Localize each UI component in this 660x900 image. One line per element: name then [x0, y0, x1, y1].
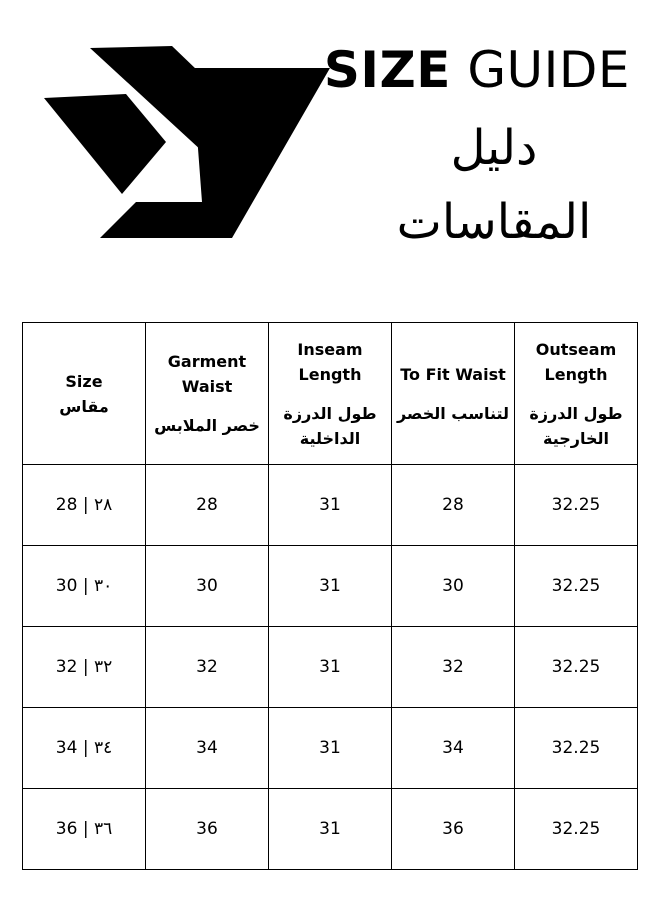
garment-waist-cell: 34: [146, 708, 269, 789]
fit-waist-cell: 28: [392, 465, 515, 546]
inseam-cell: 31: [269, 708, 392, 789]
outseam-cell: 32.25: [515, 708, 638, 789]
title-regular: GUIDE: [467, 41, 630, 99]
table-row: [23, 789, 638, 870]
col-header-inseam-length: [269, 323, 392, 465]
size-separator: |: [82, 819, 89, 839]
inseam-cell: 31: [269, 546, 392, 627]
size-cell: [23, 708, 146, 789]
size-value-en: 28: [55, 495, 78, 515]
col-header-size: [23, 323, 146, 465]
col-header-outseam-length: [515, 323, 638, 465]
garment-waist-cell: 36: [146, 789, 269, 870]
inseam-cell: 31: [269, 627, 392, 708]
fit-waist-cell: 34: [392, 708, 515, 789]
size-separator: |: [82, 657, 89, 677]
col-header-label-en: Garment Waist: [167, 352, 247, 396]
size-value-en: 36: [55, 819, 78, 839]
size-value-ar: ٣٠: [93, 576, 113, 596]
arabic-title-line-2: المقاسات: [396, 194, 592, 250]
size-value-ar: ٣٤: [93, 738, 113, 758]
table-header-row: [23, 323, 638, 465]
size-value-ar: ٣٦: [93, 819, 113, 839]
col-header-garment-waist: [146, 323, 269, 465]
size-value-en: 32: [55, 657, 78, 677]
outseam-cell: 32.25: [515, 789, 638, 870]
arabic-title-line-1: دليل: [450, 120, 538, 176]
page-title: [324, 38, 630, 102]
size-cell: [23, 789, 146, 870]
size-separator: |: [82, 738, 89, 758]
size-cell: [23, 465, 146, 546]
garment-waist-cell: 30: [146, 546, 269, 627]
fit-waist-cell: 36: [392, 789, 515, 870]
col-header-fit-waist: [392, 323, 515, 465]
size-value-ar: ٢٨: [93, 495, 113, 515]
col-header-label-ar: طول الدرزة الخارجية: [529, 403, 623, 448]
size-separator: |: [82, 576, 89, 596]
size-cell: [23, 546, 146, 627]
fit-waist-cell: 32: [392, 627, 515, 708]
title-bold: SIZE: [323, 41, 451, 99]
garment-waist-cell: 28: [146, 465, 269, 546]
size-value-ar: ٣٢: [93, 657, 113, 677]
col-header-label-en: To Fit Waist: [400, 364, 506, 384]
col-header-label-ar: طول الدرزة الداخلية: [283, 403, 377, 448]
outseam-cell: 32.25: [515, 465, 638, 546]
col-header-label-ar: لتناسب الخصر: [396, 403, 510, 423]
brand-logo-icon: [44, 42, 330, 238]
col-header-label-en: Outseam Length: [535, 339, 617, 384]
outseam-cell: 32.25: [515, 627, 638, 708]
table-row: [23, 708, 638, 789]
outseam-cell: 32.25: [515, 546, 638, 627]
col-header-label-en: Inseam Length: [297, 339, 363, 384]
table-row: [23, 627, 638, 708]
col-header-label-en: Size: [65, 371, 103, 391]
size-cell: [23, 627, 146, 708]
size-value-en: 34: [55, 738, 78, 758]
size-separator: |: [82, 495, 89, 515]
col-header-label-ar: خصر الملابس: [154, 416, 260, 435]
garment-waist-cell: 32: [146, 627, 269, 708]
fit-waist-cell: 30: [392, 546, 515, 627]
size-value-en: 30: [55, 576, 78, 596]
size-table: [22, 322, 638, 870]
inseam-cell: 31: [269, 465, 392, 546]
inseam-cell: 31: [269, 789, 392, 870]
table-row: [23, 465, 638, 546]
col-header-label-ar: مقاس: [59, 396, 109, 416]
table-row: [23, 546, 638, 627]
